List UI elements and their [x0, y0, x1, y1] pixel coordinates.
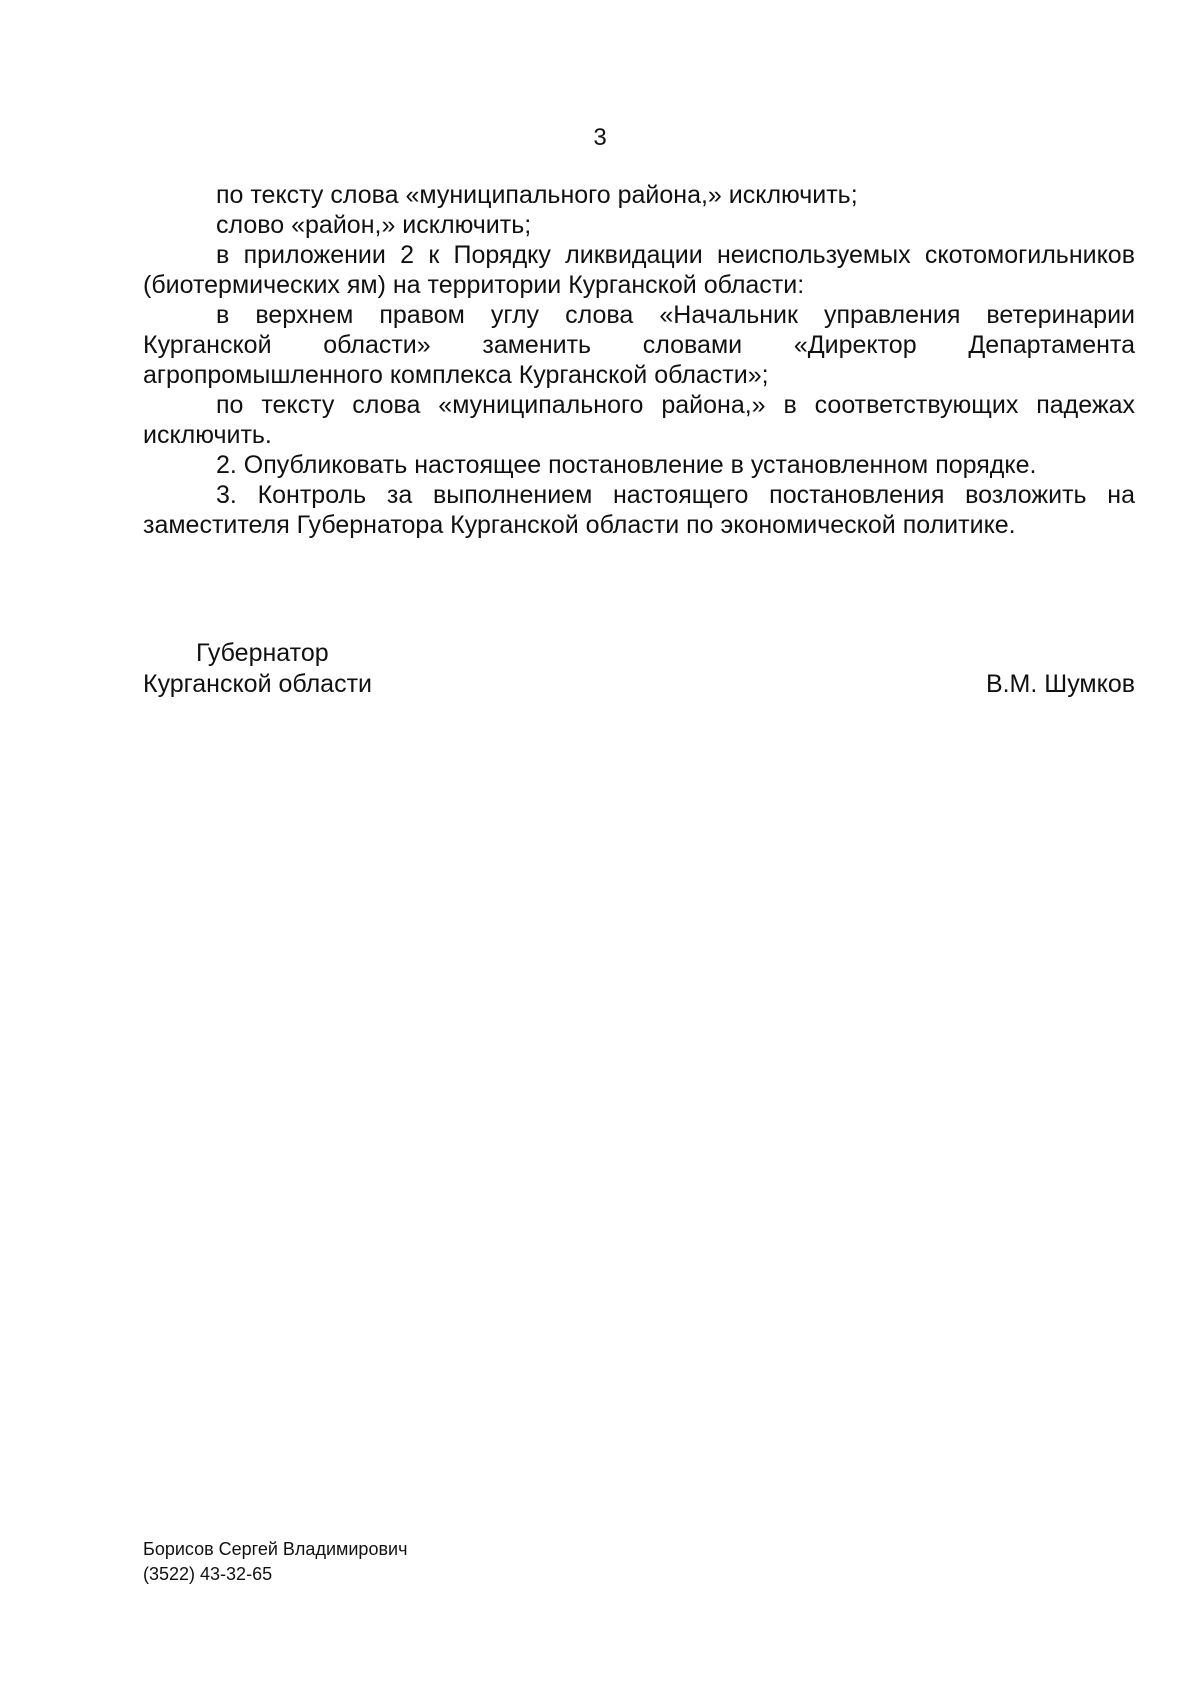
signatory-region: Курганской области	[143, 670, 373, 698]
signature-block	[143, 638, 1135, 700]
paragraph: 3. Контроль за выполнением настоящего постановления возложить на заместителя Губернатора Курганской области по экономической политике.	[143, 481, 1135, 539]
paragraph: в верхнем правом углу слова «Начальник управления ветеринарии Курганской области» заменить словами «Директор Департамента агропромышленного комплекса Курганской области»;	[143, 301, 1135, 389]
paragraph: по тексту слова «муниципального района,» исключить;	[216, 181, 858, 209]
executor-info	[143, 1537, 407, 1587]
paragraph: в приложении 2 к Порядку ликвидации неиспользуемых скотомогильников (биотермических ям) на территории Курганской области:	[143, 241, 1135, 299]
paragraph: 2. Опубликовать настоящее постановление в установленном порядке.	[216, 451, 1037, 479]
paragraph: слово «район,» исключить;	[216, 211, 532, 239]
document-body	[143, 180, 1135, 540]
executor-name: Борисов Сергей Владимирович	[143, 1539, 408, 1559]
signatory-name: В.М. Шумков	[985, 670, 1135, 698]
executor-phone: (3522) 43-32-65	[143, 1564, 273, 1584]
paragraph: по тексту слова «муниципального района,» в соответствующих падежах исключить.	[143, 391, 1135, 449]
signatory-title: Губернатор	[196, 639, 329, 667]
page-number: 3	[593, 124, 607, 151]
signature-row	[143, 669, 1135, 700]
